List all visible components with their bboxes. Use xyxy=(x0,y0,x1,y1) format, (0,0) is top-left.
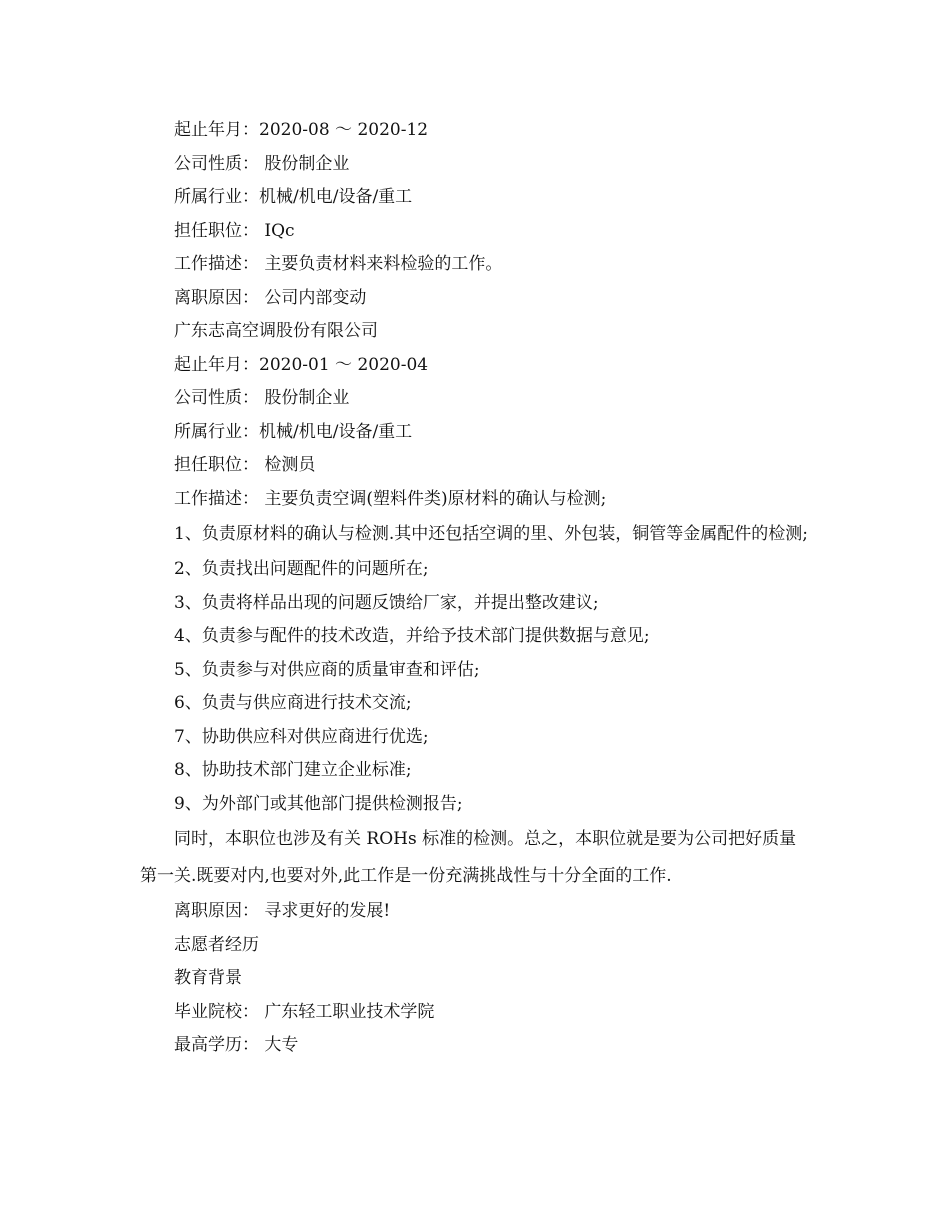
duty-item: 4、负责参与配件的技术改造，并给予技术部门提供数据与意见; xyxy=(174,626,650,646)
job-description-line: 工作描述： 主要负责空调(塑料件类)原材料的确认与检测; xyxy=(174,488,607,509)
school-line: 毕业院校： 广东轻工职业技术学院 xyxy=(174,1001,435,1022)
section-heading-education: 教育背景 xyxy=(174,968,242,988)
summary-paragraph: 同时，本职位也涉及有关 ROHs 标准的检测。总之，本职位就是要为公司把好质量第一关.既要对内,也要对外,此工作是一份充满挑战性与十分全面的工作. xyxy=(140,829,797,886)
section-heading-volunteer: 志愿者经历 xyxy=(174,934,259,955)
position-line: 担任职位： 检测员 xyxy=(174,455,316,475)
duty-item-1: 1、负责原材料的确认与检测.其中还包括空调的里、外包装，铜管等金属配件的检测; xyxy=(174,524,808,544)
duty-item: 8、协助技术部门建立企业标准; xyxy=(174,760,412,780)
duty-item: 2、负责找出问题配件的问题所在; xyxy=(174,559,429,579)
company-type-line: 公司性质： 股份制企业 xyxy=(174,388,350,408)
duty-item: 9、为外部门或其他部门提供检测报告; xyxy=(174,793,463,814)
leave-reason-line: 离职原因： 公司内部变动 xyxy=(174,287,367,308)
duty-item: 3、负责将样品出现的问题反馈给厂家，并提出整改建议; xyxy=(174,592,599,613)
duty-item: 6、负责与供应商进行技术交流; xyxy=(174,693,412,713)
duty-item: 7、协助供应科对供应商进行优选; xyxy=(174,726,429,747)
leave-reason-line: 离职原因： 寻求更好的发展! xyxy=(174,901,391,921)
industry-line: 所属行业：机械/机电/设备/重工 xyxy=(174,421,413,442)
resume-content xyxy=(140,114,812,1063)
company-type-line: 公司性质： 股份制企业 xyxy=(174,153,350,174)
company-name-line: 广东志高空调股份有限公司 xyxy=(174,321,378,341)
industry-line: 所属行业：机械/机电/设备/重工 xyxy=(174,187,413,207)
period-line: 起止年月：2020-08 ～ 2020-12 xyxy=(174,120,429,140)
job-description-line: 工作描述： 主要负责材料来料检验的工作。 xyxy=(174,254,503,274)
duty-item: 5、负责参与对供应商的质量审查和评估; xyxy=(174,659,480,680)
position-line: 担任职位： IQc xyxy=(174,220,295,241)
degree-line: 最高学历： 大专 xyxy=(174,1035,299,1055)
period-line: 起止年月：2020-01 ～ 2020-04 xyxy=(174,354,429,375)
